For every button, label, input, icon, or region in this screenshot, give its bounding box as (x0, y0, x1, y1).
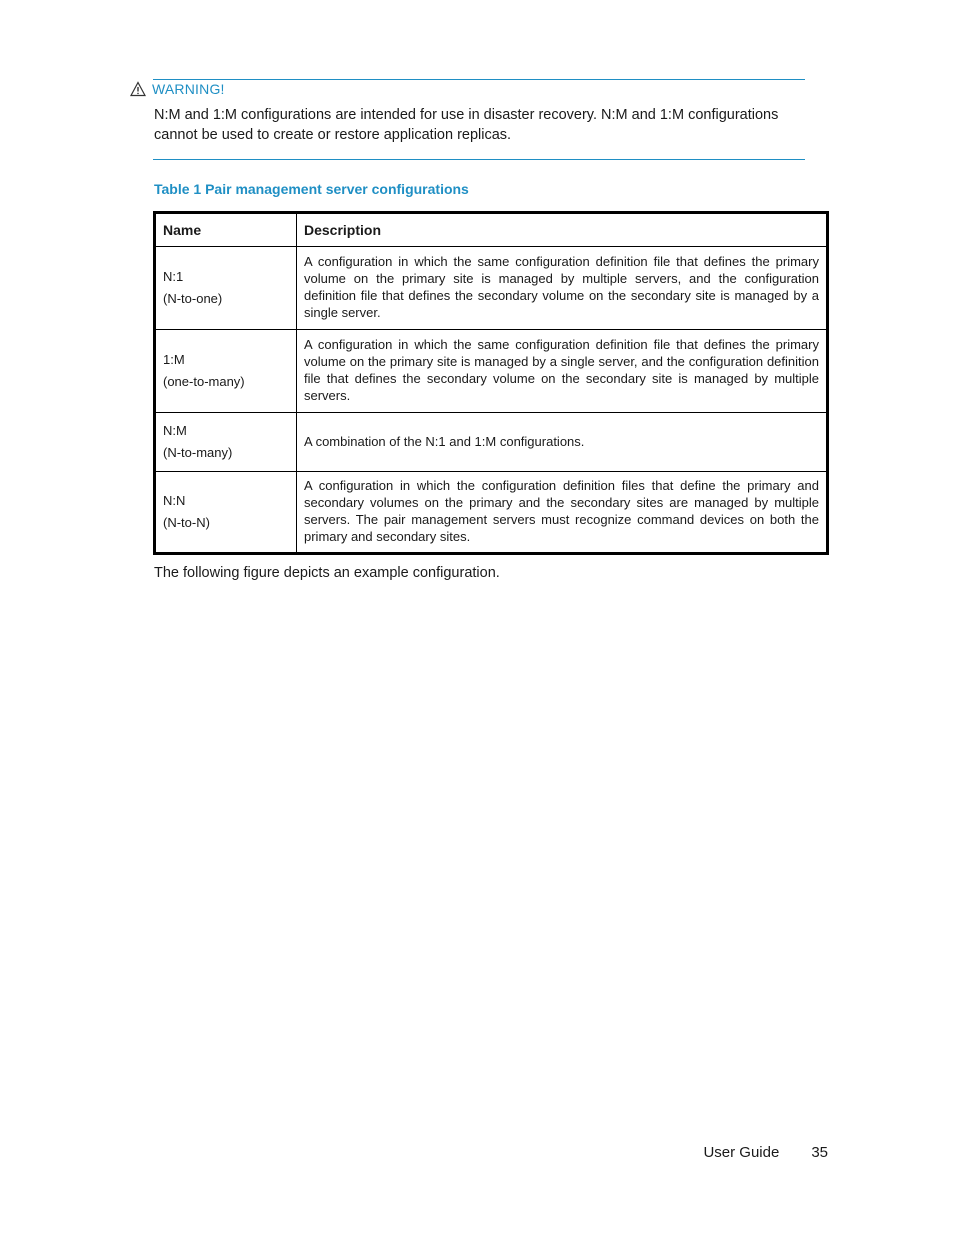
warning-top-rule (153, 79, 805, 80)
warning-text: N:M and 1:M configurations are intended for use in disaster recovery. N:M and 1:M configurations cannot be used to create or restore application replicas. (154, 107, 779, 143)
warning-bottom-rule (153, 159, 805, 160)
config-name: N:M (163, 423, 187, 438)
config-description: A configuration in which the same configuration definition file that defines the primary volume on the primary site is managed by multiple servers, and the configuration definition file that defines the secondary volume on the secondary site is managed by a single server. (297, 247, 828, 330)
table-row (155, 330, 828, 413)
config-description: A configuration in which the configuration definition files that define the primary and secondary volumes on the primary and the secondary sites are managed by multiple servers. The pair management servers must recognize command devices on both the primary and secondary sites. (297, 472, 828, 554)
config-alias: (N-to-N) (163, 515, 210, 530)
config-name: 1:M (163, 352, 185, 367)
config-name-cell (155, 247, 297, 330)
config-name-cell (155, 472, 297, 554)
config-description: A configuration in which the same configuration definition file that defines the primary volume on the primary site is managed by a single server, and the configuration definition file that defines the secondary volume on the secondary site is managed by multiple servers. (297, 330, 828, 413)
body-paragraph: The following figure depicts an example configuration. (154, 565, 500, 581)
warning-icon (130, 81, 146, 97)
column-header-name: Name (155, 213, 297, 247)
footer-title: User Guide (703, 1144, 780, 1161)
config-alias: (one-to-many) (163, 374, 245, 389)
config-name: N:1 (163, 269, 184, 284)
config-name: N:N (163, 493, 186, 508)
table-row (155, 472, 828, 554)
config-name-cell (155, 413, 297, 472)
table-row (155, 413, 828, 472)
table-row (155, 247, 828, 330)
warning-label: WARNING! (152, 81, 225, 97)
config-alias: (N-to-many) (163, 445, 233, 460)
warning-header (130, 81, 225, 97)
config-description: A combination of the N:1 and 1:M configurations. (297, 413, 828, 472)
config-alias: (N-to-one) (163, 291, 223, 306)
config-name-cell (155, 330, 297, 413)
page-footer (703, 1144, 828, 1161)
column-header-description: Description (297, 213, 828, 247)
table-header-row (155, 213, 828, 247)
page-number: 35 (811, 1144, 828, 1161)
configurations-table (153, 211, 829, 555)
table-caption: Table 1 Pair management server configurations (154, 181, 469, 197)
